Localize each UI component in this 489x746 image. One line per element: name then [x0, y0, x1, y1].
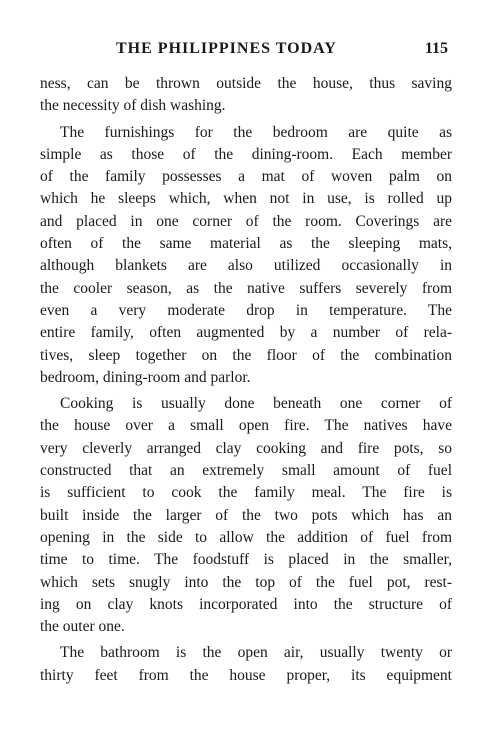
text-line: although blankets are also utilized occasionally in	[40, 257, 452, 275]
text-line: The furnishings for the bedroom are quite as	[60, 123, 452, 141]
text-line: the outer one.	[40, 618, 125, 636]
text-line: often of the same material as the sleeping mats,	[40, 235, 452, 253]
running-head	[40, 40, 448, 64]
text-line: constructed that an extremely small amount of fuel	[40, 462, 452, 480]
body-text	[40, 73, 452, 687]
page-number: 115	[424, 40, 448, 57]
text-line: bedroom, dining-room and parlor.	[40, 368, 251, 386]
text-line: which sets snugly into the top of the fuel pot, rest-	[40, 573, 452, 591]
text-line: which he sleeps which, when not in use, is rolled up	[40, 190, 452, 208]
text-line: The bathroom is the open air, usually twenty or	[60, 644, 452, 662]
text-line: tives, sleep together on the floor of the combination	[40, 346, 452, 364]
text-line: is sufficient to cook the family meal. The fire is	[40, 484, 452, 502]
paragraph	[40, 73, 452, 118]
text-line: and placed in one corner of the room. Coverings are	[40, 212, 452, 230]
text-line: the cooler season, as the native suffers severely from	[40, 279, 452, 297]
text-line: the house over a small open fire. The natives have	[40, 417, 452, 435]
text-line: time to time. The foodstuff is placed in the smaller,	[40, 551, 452, 569]
running-title: THE PHILIPPINES TODAY	[116, 40, 337, 57]
text-line: ness, can be thrown outside the house, thus saving	[40, 75, 452, 92]
text-line: Cooking is usually done beneath one corner of	[60, 395, 452, 413]
paragraph	[40, 122, 452, 390]
text-line: opening in the side to allow the addition of fuel from	[40, 528, 452, 546]
text-line: the necessity of dish washing.	[40, 97, 226, 115]
text-line: of the family possesses a mat of woven palm on	[40, 168, 452, 186]
text-line: ing on clay knots incorporated into the structure of	[40, 595, 452, 613]
text-line: built inside the larger of the two pots which has an	[40, 506, 452, 524]
text-line: simple as those of the dining-room. Each member	[40, 145, 452, 163]
paragraph	[40, 642, 452, 687]
text-line: thirty feet from the house proper, its equipment	[40, 666, 452, 684]
text-line: very cleverly arranged clay cooking and fire pots, so	[40, 439, 452, 457]
text-line: even a very moderate drop in temperature. The	[40, 301, 452, 319]
text-line: entire family, often augmented by a number of rela-	[40, 324, 452, 342]
paragraph	[40, 393, 452, 638]
